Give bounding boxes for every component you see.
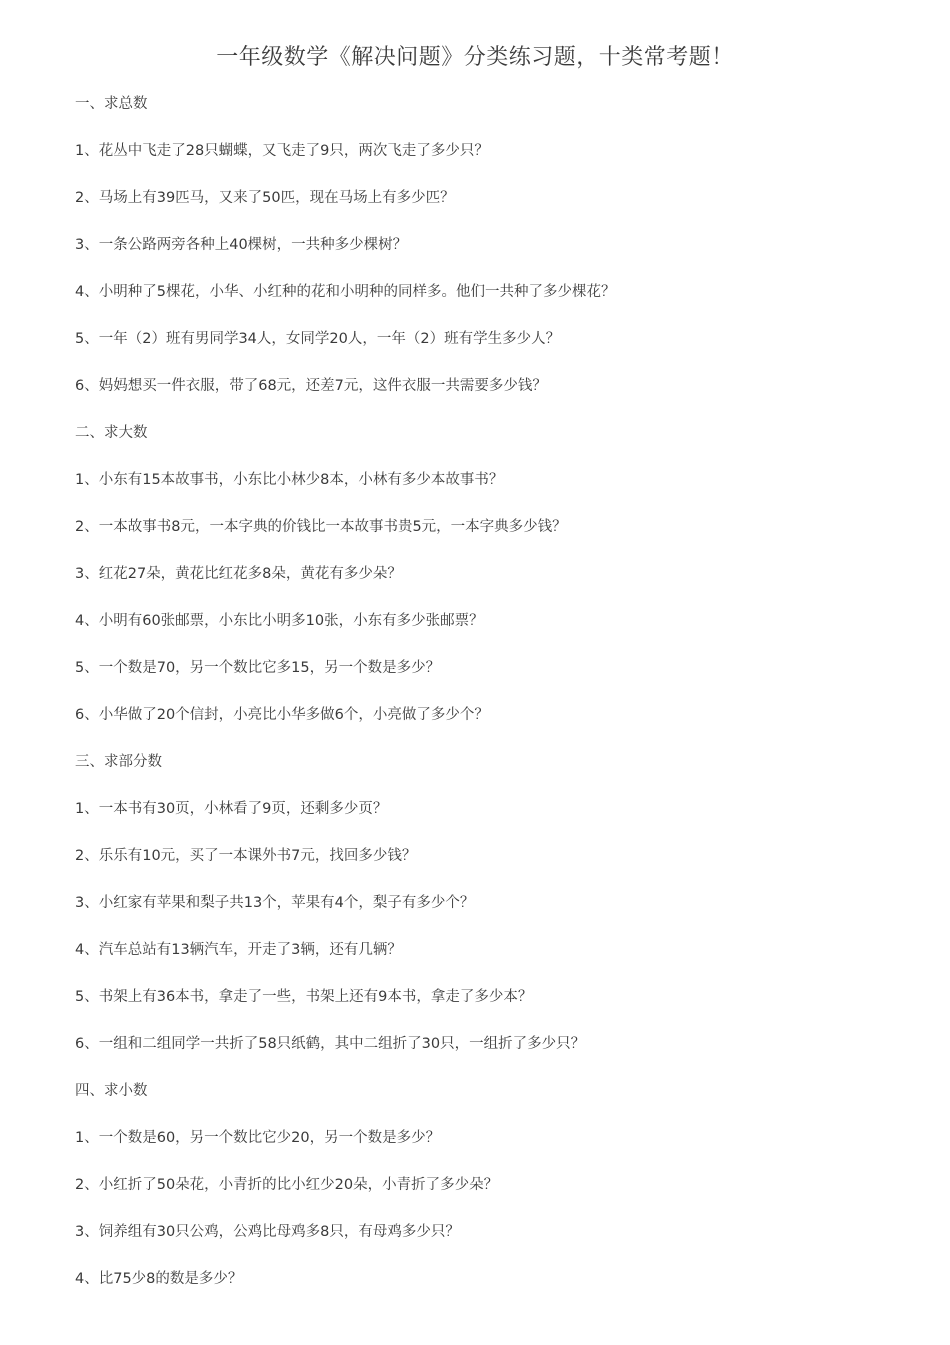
section-heading: 二、求大数: [75, 425, 148, 441]
question-item: 3、一条公路两旁各种上40棵树，一共种多少棵树？: [75, 237, 408, 253]
page-title: 一年级数学《解决问题》分类练习题，十类常考题！: [216, 45, 734, 70]
question-item: 1、花丛中飞走了28只蝴蝶，又飞走了9只，两次飞走了多少只？: [75, 143, 489, 159]
section-heading: 四、求小数: [75, 1083, 148, 1099]
question-item: 4、比75少8的数是多少？: [75, 1271, 243, 1287]
question-item: 6、妈妈想买一件衣服，带了68元，还差7元，这件衣服一共需要多少钱？: [75, 378, 547, 394]
section-heading: 一、求总数: [75, 96, 148, 112]
question-item: 5、一年（2）班有男同学34人，女同学20人，一年（2）班有学生多少人？: [75, 331, 561, 347]
question-item: 5、一个数是70，另一个数比它多15，另一个数是多少？: [75, 660, 441, 676]
question-item: 2、马场上有39匹马，又来了50匹，现在马场上有多少匹？: [75, 190, 455, 206]
section-heading: 三、求部分数: [75, 754, 162, 770]
question-item: 1、一本书有30页，小林看了9页，还剩多少页？: [75, 801, 388, 817]
document-body: [75, 90, 915, 1312]
question-item: 3、红花27朵，黄花比红花多8朵，黄花有多少朵？: [75, 566, 402, 582]
question-item: 2、乐乐有10元，买了一本课外书7元，找回多少钱？: [75, 848, 417, 864]
question-item: 6、一组和二组同学一共折了58只纸鹤，其中二组折了30只，一组折了多少只？: [75, 1036, 586, 1052]
question-item: 2、小红折了50朵花，小青折的比小红少20朵，小青折了多少朵？: [75, 1177, 499, 1193]
question-item: 4、汽车总站有13辆汽车，开走了3辆，还有几辆？: [75, 942, 402, 958]
question-item: 6、小华做了20个信封，小亮比小华多做6个，小亮做了多少个？: [75, 707, 489, 723]
question-item: 5、书架上有36本书，拿走了一些，书架上还有9本书，拿走了多少本？: [75, 989, 533, 1005]
question-item: 3、小红家有苹果和梨子共13个，苹果有4个，梨子有多少个？: [75, 895, 475, 911]
question-item: 3、饲养组有30只公鸡，公鸡比母鸡多8只，有母鸡多少只？: [75, 1224, 460, 1240]
question-item: 1、一个数是60，另一个数比它少20，另一个数是多少？: [75, 1130, 441, 1146]
question-item: 4、小明有60张邮票，小东比小明多10张，小东有多少张邮票？: [75, 613, 484, 629]
question-item: 1、小东有15本故事书，小东比小林少8本，小林有多少本故事书？: [75, 472, 504, 488]
question-item: 4、小明种了5棵花，小华、小红种的花和小明种的同样多。他们一共种了多少棵花？: [75, 284, 616, 300]
question-item: 2、一本故事书8元，一本字典的价钱比一本故事书贵5元，一本字典多少钱？: [75, 519, 567, 535]
